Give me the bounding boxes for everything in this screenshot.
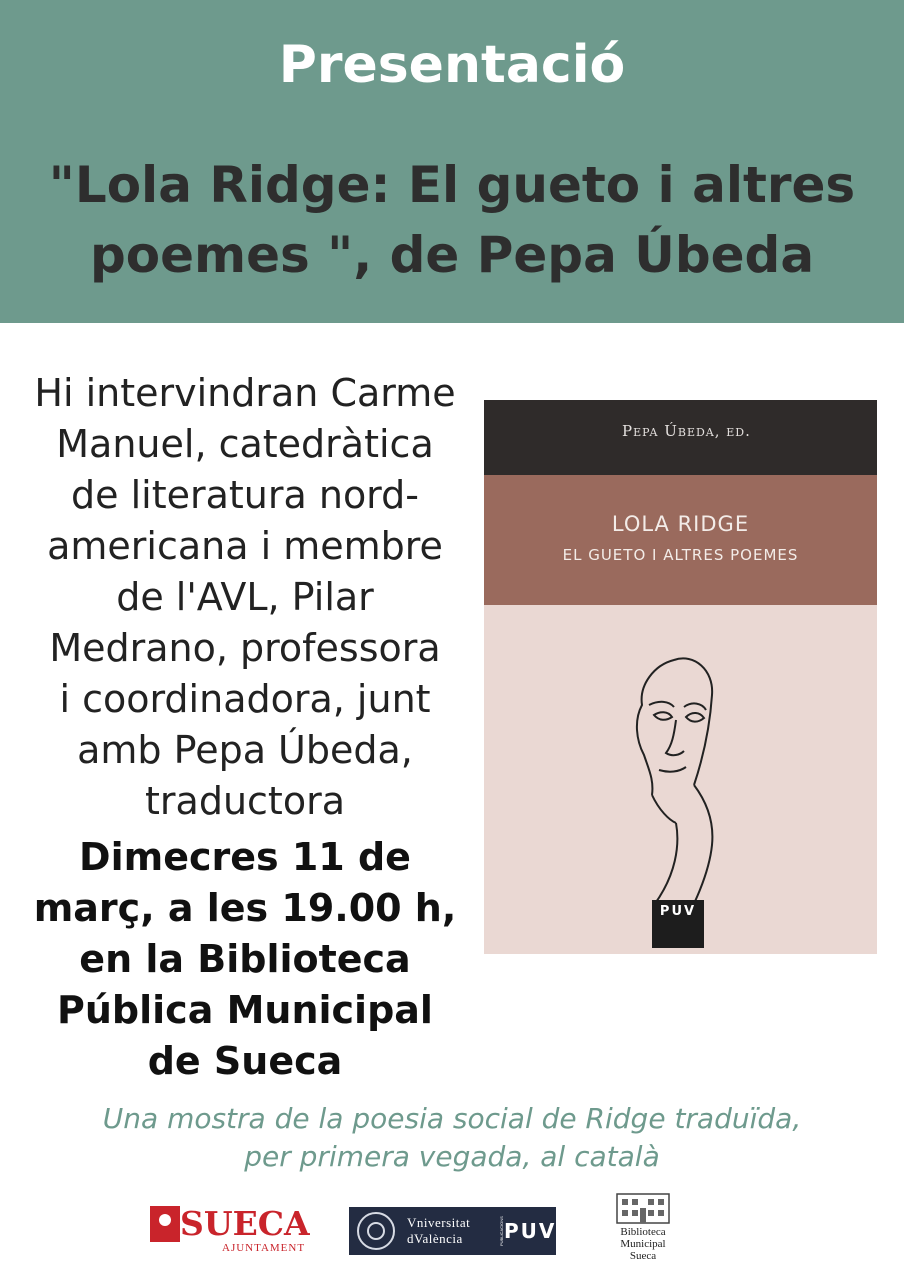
tagline-line-2: per primera vegada, al català — [244, 1140, 660, 1173]
biblioteca-line-1: Biblioteca — [620, 1226, 666, 1238]
uv-name-line-2: dValència — [407, 1231, 463, 1246]
biblioteca-line-3: Sueca — [629, 1250, 657, 1262]
speakers-line: i coordinadora, junt — [59, 677, 431, 721]
library-building-icon — [616, 1190, 670, 1224]
header-title-line-1: "Lola Ridge: El gueto i altres — [48, 156, 856, 214]
sueca-ajuntament-logo — [150, 1204, 310, 1254]
speakers-line: americana i membre — [47, 524, 443, 568]
speakers-line: Hi intervindran Carme — [34, 371, 456, 415]
biblioteca-logo-text — [612, 1226, 674, 1262]
event-line: Dimecres 11 de — [79, 835, 411, 879]
header-banner — [0, 0, 904, 323]
header-kicker: Presentació — [278, 35, 626, 95]
cover-publisher-label: PUV — [659, 904, 697, 919]
svg-text:PUBLICACIONS: PUBLICACIONS — [499, 1216, 504, 1246]
event-line: març, a les 19.00 h, — [33, 886, 457, 930]
uv-seal-icon — [357, 1212, 395, 1250]
uv-name-line-1: Vniversitat — [407, 1215, 471, 1230]
cover-editor: Pepa Úbeda, ed. — [622, 422, 751, 440]
book-cover — [484, 400, 877, 954]
sueca-logo-name: SUECA — [180, 1204, 310, 1243]
cover-title-band — [484, 475, 877, 605]
uv-puv-mark: PUV — [504, 1219, 557, 1243]
universitat-valencia-logo — [349, 1207, 556, 1255]
cover-publisher-badge — [652, 900, 704, 948]
biblioteca-line-2: Municipal — [620, 1238, 666, 1250]
speakers-line: Manuel, catedràtica — [56, 422, 434, 466]
speakers-line: de literatura nord- — [71, 473, 419, 517]
header-title-line-2: poemes ", de Pepa Úbeda — [89, 226, 815, 284]
biblioteca-municipal-logo — [612, 1190, 674, 1270]
event-line: Pública Municipal — [57, 988, 433, 1032]
sueca-logo-sub: AJUNTAMENT — [222, 1242, 306, 1254]
speakers-line: de l'AVL, Pilar — [116, 575, 374, 619]
event-line: de Sueca — [147, 1039, 343, 1083]
event-details — [20, 832, 470, 1087]
speakers-line: amb Pepa Úbeda, — [77, 728, 413, 772]
sueca-crest-icon — [150, 1206, 180, 1242]
tagline-line-1: Una mostra de la poesia social de Ridge traduïda, — [102, 1102, 802, 1135]
uv-logo-name — [407, 1215, 497, 1247]
cover-subtitle: EL GUETO I ALTRES POEMES — [562, 546, 799, 564]
speakers-paragraph — [20, 368, 470, 827]
speakers-line: Medrano, professora — [49, 626, 441, 670]
event-line: en la Biblioteca — [79, 937, 411, 981]
speakers-line: traductora — [145, 779, 345, 823]
header-title — [0, 150, 904, 290]
tagline — [0, 1100, 904, 1176]
cover-title: LOLA RIDGE — [611, 512, 750, 536]
